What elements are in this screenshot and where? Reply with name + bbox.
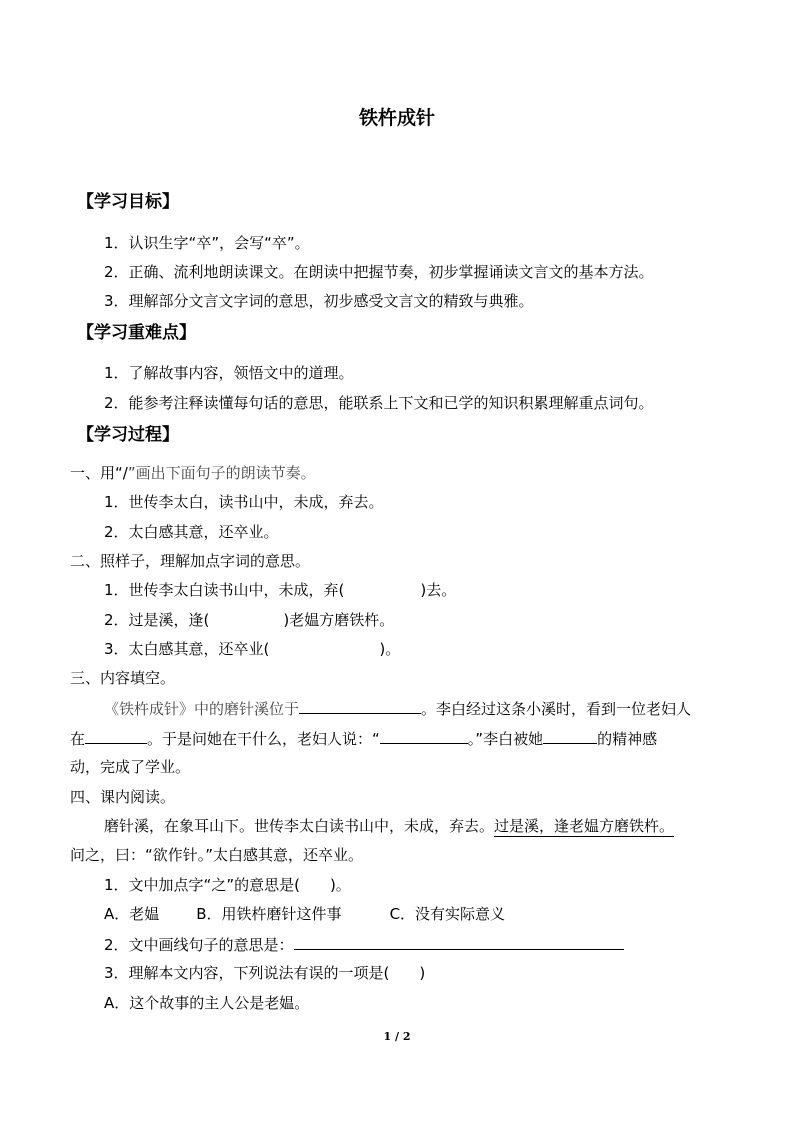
page-number: 1 / 2 bbox=[383, 1030, 411, 1043]
fill-blank[interactable] bbox=[294, 934, 624, 950]
q3-line-1: 《铁杵成针》中的磨针溪位于 。李白经过这条小溪时，看到一位老妇人 bbox=[104, 700, 692, 718]
q3-heading: 三、内容填空。 bbox=[70, 669, 176, 687]
q1-item-2: 2．太白感其意，还卒业。 bbox=[104, 523, 279, 541]
q4-sub-3-option-a: A．这个故事的主人公是老媪。 bbox=[104, 994, 310, 1012]
q4-passage-line-2: 问之，曰：“欲作针。”太白感其意，还卒业。 bbox=[70, 846, 364, 864]
section-goals: 【学习目标】 bbox=[77, 192, 179, 212]
q2-heading: 二、照样子，理解加点字词的意思。 bbox=[70, 552, 311, 570]
q4-sub-3: 3．理解本文内容，下列说法有误的一项是( ) bbox=[104, 964, 426, 982]
q2-item-1: 1．世传李太白读书山中，未成，弃( )去。 bbox=[104, 581, 457, 599]
q4-sub-2: 2．文中画线句子的意思是： bbox=[104, 934, 624, 955]
q2-item-2: 2．过是溪，逢( )老媪方磨铁杵。 bbox=[104, 611, 395, 629]
fill-blank[interactable] bbox=[299, 698, 421, 714]
fill-blank[interactable] bbox=[85, 728, 147, 744]
fill-blank[interactable] bbox=[380, 728, 468, 744]
key-point-item-1: 1．了解故事内容，领悟文中的道理。 bbox=[104, 364, 354, 382]
goal-item-1: 1．认识生字“卒”，会写“卒”。 bbox=[104, 234, 310, 252]
key-point-item-2: 2．能参考注释读懂每句话的意思，能联系上下文和已学的知识积累理解重点词句。 bbox=[104, 394, 654, 412]
q1-item-1: 1．世传李太白，读书山中，未成，弃去。 bbox=[104, 493, 384, 511]
q3-line-2: 在 。于是问她在干什么，老妇人说：“ 。”李白被她 的精神感 bbox=[70, 730, 658, 748]
section-key-points: 【学习重难点】 bbox=[77, 323, 196, 343]
option-a: A．老媪 bbox=[104, 905, 160, 923]
goal-item-2: 2．正确、流利地朗读课文。在朗读中把握节奏，初步掌握诵读文言文的基本方法。 bbox=[104, 263, 654, 281]
underlined-sentence: 过是溪，逢老媪方磨铁杵。 bbox=[494, 817, 675, 835]
q1-heading: 一、用“/”画出下面句子的朗读节奏。 bbox=[70, 464, 316, 482]
q4-sub-1-options bbox=[104, 904, 505, 924]
fill-blank[interactable] bbox=[543, 728, 597, 744]
option-c: C．没有实际意义 bbox=[389, 905, 506, 923]
q4-passage-line-1: 磨针溪，在象耳山下。世传李太白读书山中，未成，弃去。过是溪，逢老媪方磨铁杵。 bbox=[104, 817, 675, 835]
option-b: B．用铁杵磨针这件事 bbox=[196, 905, 342, 923]
q4-heading: 四、课内阅读。 bbox=[70, 788, 176, 806]
page-title: 铁杵成针 bbox=[358, 107, 435, 129]
q4-sub-1: 1．文中加点字“之”的意思是( )。 bbox=[104, 876, 351, 894]
goal-item-3: 3．理解部分文言文字词的意思，初步感受文言文的精致与典雅。 bbox=[104, 292, 534, 310]
q2-item-3: 3．太白感其意，还卒业( )。 bbox=[104, 640, 401, 658]
q3-line-3: 动，完成了学业。 bbox=[70, 758, 191, 776]
section-process: 【学习过程】 bbox=[77, 425, 179, 445]
